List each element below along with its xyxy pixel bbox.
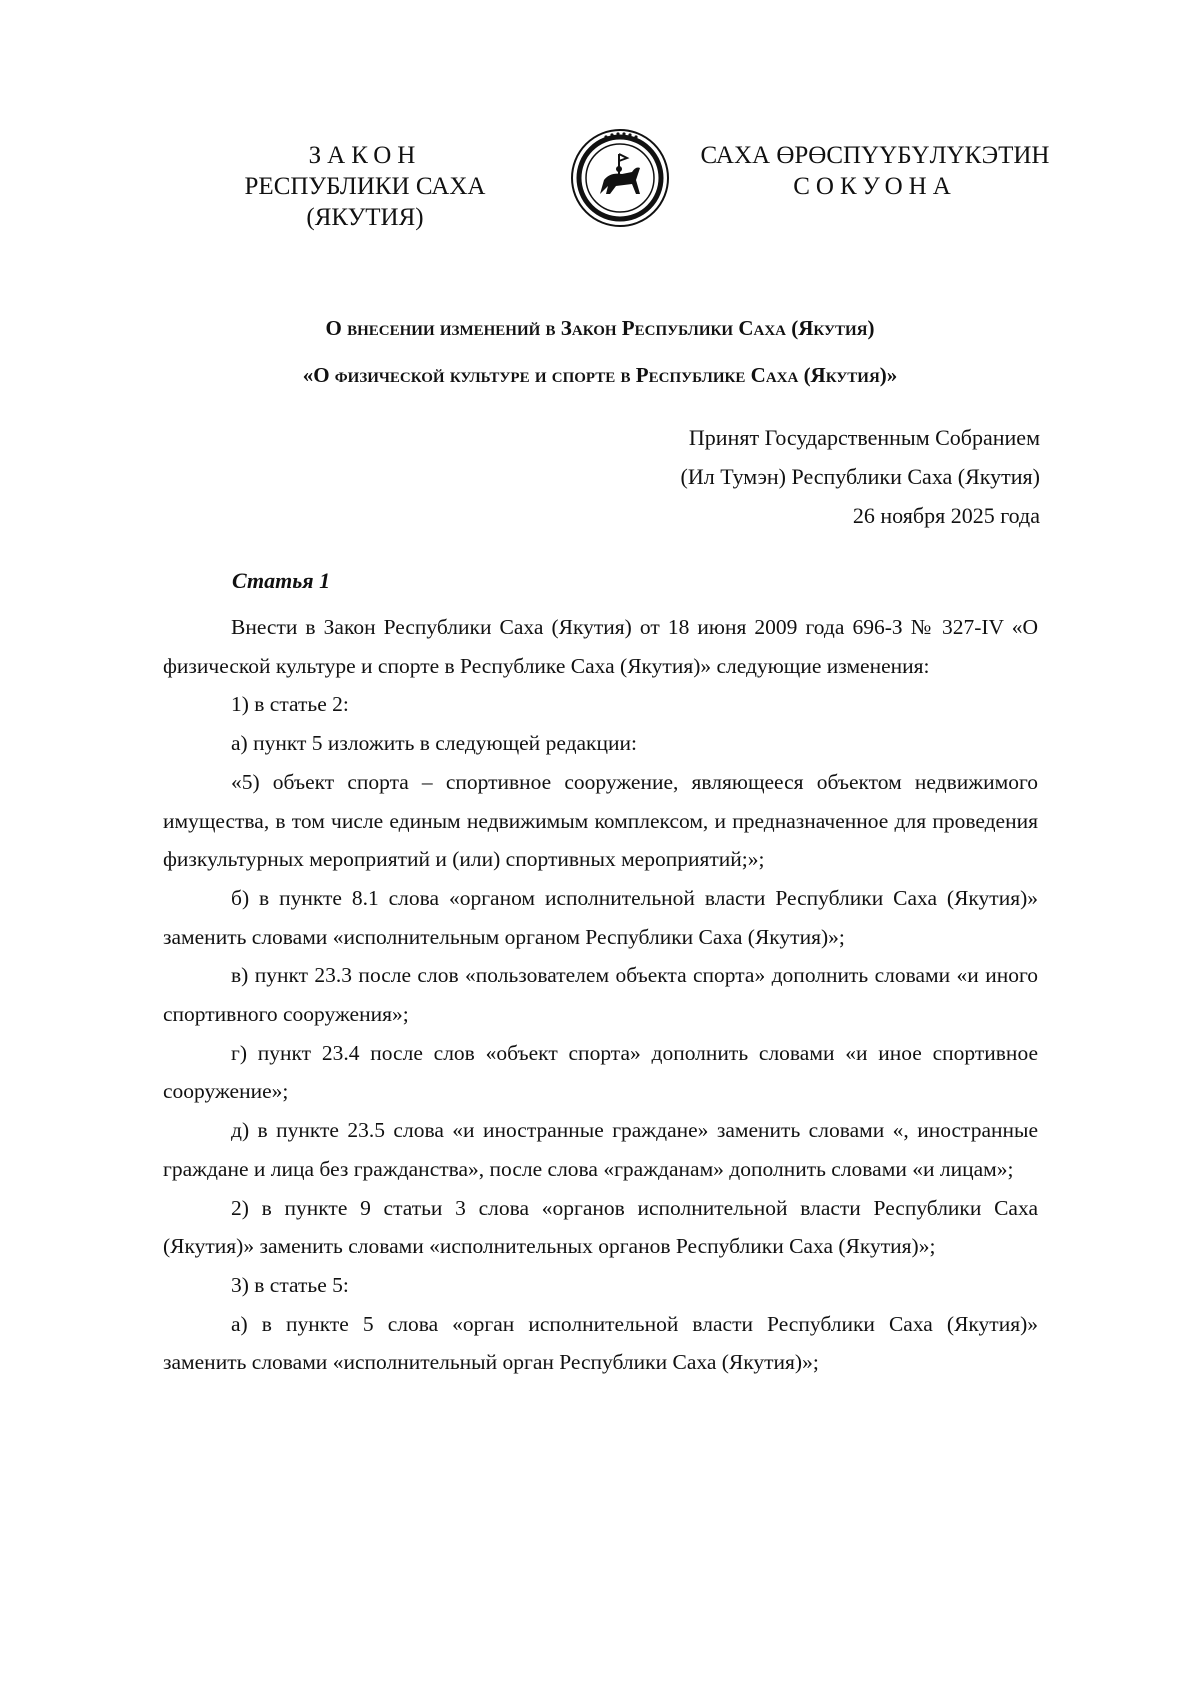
paragraph: 1) в статье 2:: [231, 692, 349, 717]
header-left-line1: ЗАКОН: [308, 142, 422, 169]
article-label: Статья 1: [232, 568, 331, 593]
adopted-line1: Принят Государственным Собранием: [688, 425, 1040, 450]
paragraph: в) пункт 23.3 после слов «пользователем объекта спорта» дополнить словами «и иного спортивного сооружения»;: [163, 963, 1038, 1027]
paragraph: д) в пункте 23.5 слова «и иностранные граждане» заменить словами «, иностранные граждане и лица без гражданства», после слова «гражданам» дополнить словами «и лицам»;: [163, 1118, 1038, 1181]
article-body: [163, 608, 1038, 1382]
paragraph: а) пункт 5 изложить в следующей редакции:: [231, 731, 637, 756]
adopted-date: 26 ноября 2025 года: [852, 503, 1040, 528]
document-title: [150, 305, 1050, 399]
adopted-line2: (Ил Тумэн) Республики Саха (Якутия): [680, 464, 1040, 489]
title-line1: О внесении изменений в Закон Республики Саха (Якутия): [325, 316, 875, 340]
paragraph: 2) в пункте 9 статьи 3 слова «органов исполнительной власти Республики Саха (Якутия)» заменить словами «исполнительных органов Республики Саха (Якутия)»;: [163, 1195, 1038, 1259]
coat-of-arms-emblem-icon: [570, 128, 670, 228]
header-left-line2: РЕСПУБЛИКИ САХА (ЯКУТИЯ): [244, 173, 486, 231]
paragraph: Внести в Закон Республики Саха (Якутия) от 18 июня 2009 года 696-З № 327-IV «О физической культуре и спорте в Республике Саха (Якутия)» следующие изменения:: [163, 615, 1038, 678]
title-line2: «О физической культуре и спорте в Республике Саха (Якутия)»: [302, 363, 898, 387]
paragraph: а) в пункте 5 слова «орган исполнительной власти Республики Саха (Якутия)» заменить словами «исполнительный орган Республики Саха (Якутия)»;: [163, 1311, 1038, 1375]
paragraph: «5) объект спорта – спортивное сооружение, являющееся объектом недвижимого имущества, в том числе единым недвижимым комплексом, и предназначенное для проведения физкультурных мероприятий и (или) спортивных мероприятий;»;: [163, 769, 1038, 872]
header-right-line1: САХА ӨРӨСПҮҮБҮЛҮКЭТИН: [700, 142, 1050, 169]
paragraph: г) пункт 23.4 после слов «объект спорта» дополнить словами «и иное спортивное сооружение»;: [163, 1040, 1038, 1104]
header-right: [690, 140, 1060, 202]
header-left: [200, 140, 530, 233]
header-right-line2: СОКУОНА: [793, 173, 957, 200]
paragraph: 3) в статье 5:: [231, 1272, 349, 1297]
adoption-block: [681, 418, 1040, 535]
paragraph: б) в пункте 8.1 слова «органом исполнительной власти Республики Саха (Якутия)» заменить словами «исполнительным органом Республики Саха (Якутия)»;: [163, 885, 1038, 949]
